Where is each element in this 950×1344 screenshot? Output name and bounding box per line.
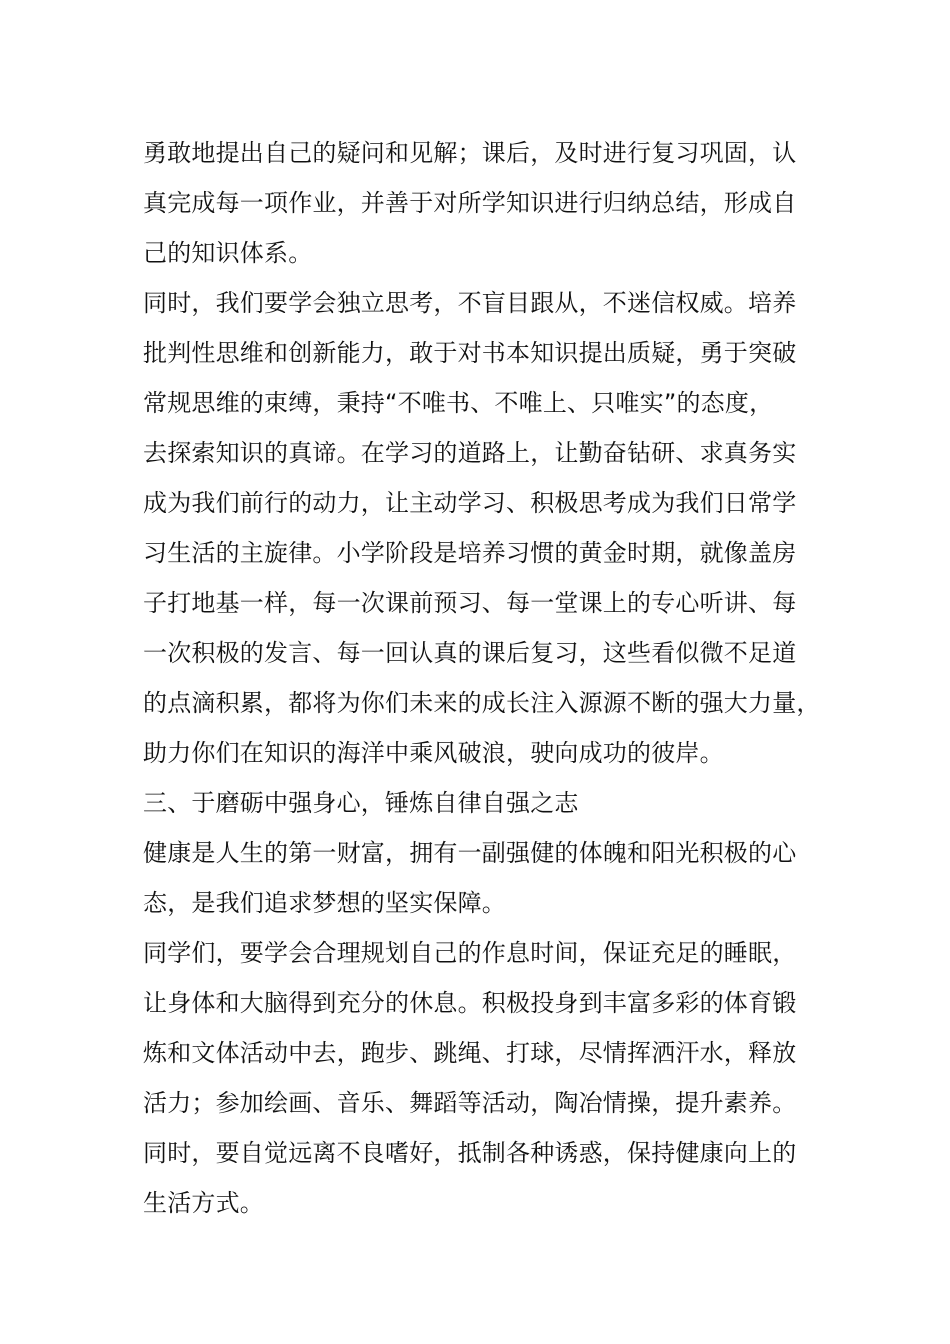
text-line: 己的知识体系。 <box>143 239 313 267</box>
text-line: 同学们，要学会合理规划自己的作息时间，保证充足的睡眠， <box>143 939 797 967</box>
text-line: 批判性思维和创新能力，敢于对书本知识提出质疑，勇于突破 <box>143 339 797 367</box>
text-line: 常规思维的束缚，秉持“不唯书、不唯上、只唯实”的态度， <box>143 389 774 417</box>
section-heading: 三、于磨砺中强身心，锤炼自律自强之志 <box>143 789 579 817</box>
document-body <box>143 128 833 1228</box>
text-line: 助力你们在知识的海洋中乘风破浪，驶向成功的彼岸。 <box>143 739 724 767</box>
text-line: 让身体和大脑得到充分的休息。积极投身到丰富多彩的体育锻 <box>143 989 797 1017</box>
text-line: 一次积极的发言、每一回认真的课后复习，这些看似微不足道 <box>143 639 797 667</box>
text-line: 健康是人生的第一财富，拥有一副强健的体魄和阳光积极的心 <box>143 839 797 867</box>
text-line: 真完成每一项作业，并善于对所学知识进行归纳总结，形成自 <box>143 189 797 217</box>
text-line: 成为我们前行的动力，让主动学习、积极思考成为我们日常学 <box>143 489 797 517</box>
text-line: 活力；参加绘画、音乐、舞蹈等活动，陶冶情操，提升素养。 <box>143 1089 797 1117</box>
text-line: 生活方式。 <box>143 1189 264 1217</box>
text-line: 勇敢地提出自己的疑问和见解；课后，及时进行复习巩固，认 <box>143 139 797 167</box>
text-line: 炼和文体活动中去，跑步、跳绳、打球，尽情挥洒汗水，释放 <box>143 1039 797 1067</box>
text-line: 子打地基一样，每一次课前预习、每一堂课上的专心听讲、每 <box>143 589 797 617</box>
text-line: 的点滴积累，都将为你们未来的成长注入源源不断的强大力量， <box>143 689 821 717</box>
text-line: 习生活的主旋律。小学阶段是培养习惯的黄金时期，就像盖房 <box>143 539 797 567</box>
text-line: 同时，要自觉远离不良嗜好，抵制各种诱惑，保持健康向上的 <box>143 1139 797 1167</box>
text-line: 去探索知识的真谛。在学习的道路上，让勤奋钻研、求真务实 <box>143 439 797 467</box>
text-line: 态，是我们追求梦想的坚实保障。 <box>143 889 506 917</box>
text-line: 同时，我们要学会独立思考，不盲目跟从，不迷信权威。培养 <box>143 289 797 317</box>
